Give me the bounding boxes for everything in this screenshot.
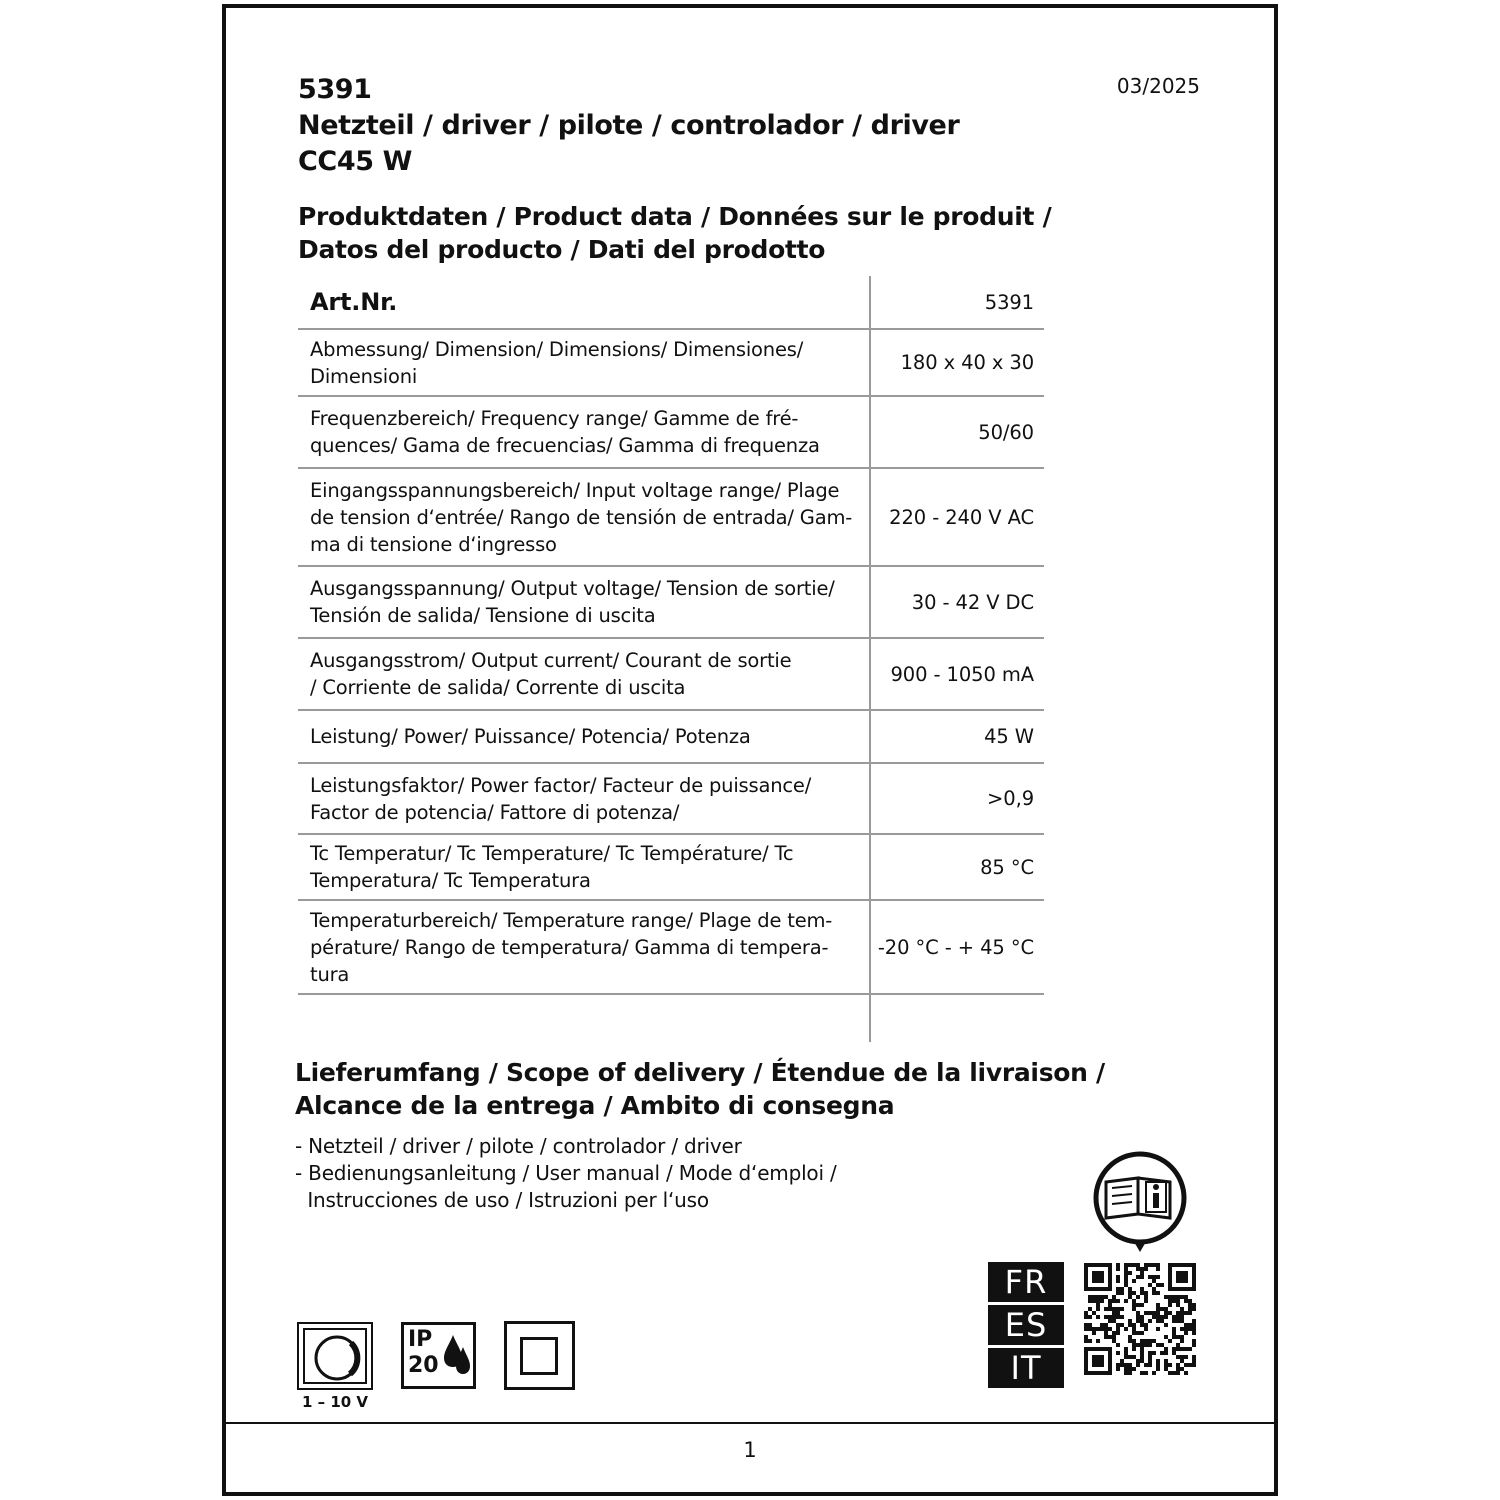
table-row xyxy=(298,639,1044,711)
row-value: >0,9 xyxy=(987,787,1034,810)
scope-title-line2: Alcance de la entrega / Ambito di consegna xyxy=(295,1091,895,1120)
language-es-badge: ES xyxy=(988,1305,1064,1345)
row-label: Eingangsspannungsbereich/ Input voltage range/ Plage de tension d‘entrée/ Rango de tensión de entrada/ Gam- ma di tensione d‘ingresso xyxy=(310,478,853,556)
language-it-badge: IT xyxy=(988,1348,1064,1388)
product-line-heading: Netzteil / driver / pilote / controlador / driver xyxy=(298,110,960,141)
article-number-heading: 5391 xyxy=(298,74,372,105)
table-header-row xyxy=(298,276,1044,330)
table-row xyxy=(298,330,1044,397)
manual-info-icon xyxy=(1086,1148,1194,1256)
table-row xyxy=(298,567,1044,639)
ip-label: IP xyxy=(408,1327,433,1352)
qr-code-icon xyxy=(1084,1263,1196,1375)
row-label: Ausgangsspannung/ Output voltage/ Tension de sortie/ Tensión de salida/ Tensione di uscita xyxy=(310,577,835,627)
table-row xyxy=(298,901,1044,995)
dimmable-1-10v-icon xyxy=(297,1322,373,1390)
row-value: 50/60 xyxy=(978,420,1034,444)
scope-item: - Bedienungsanleitung / User manual / Mode d‘emploi / xyxy=(295,1161,837,1185)
row-label: Tc Temperatur/ Tc Temperature/ Tc Température/ Tc Temperatura/ Tc Temperatura xyxy=(310,842,794,892)
water-drops-icon xyxy=(442,1331,472,1381)
ip-rating: 20 xyxy=(408,1353,439,1378)
row-value: 85 °C xyxy=(980,855,1034,879)
art-nr-label: Art.Nr. xyxy=(310,287,398,316)
product-data-title-line1: Produktdaten / Product data / Données sur le produit / xyxy=(298,202,1052,231)
row-label: Frequenzbereich/ Frequency range/ Gamme de fré- quences/ Gama de frecuencias/ Gamma di frequenza xyxy=(310,407,820,457)
page-number: 1 xyxy=(743,1438,757,1462)
table-row xyxy=(298,711,1044,764)
language-fr-badge: FR xyxy=(988,1262,1064,1302)
table-row xyxy=(298,835,1044,901)
scope-item: - Netzteil / driver / pilote / controlador / driver xyxy=(295,1134,742,1158)
row-value: -20 °C - + 45 °C xyxy=(877,935,1034,959)
product-data-title-line2: Datos del producto / Dati del prodotto xyxy=(298,235,826,264)
row-label: Leistungsfaktor/ Power factor/ Facteur de puissance/ Factor de potencia/ Fattore di potenza/ xyxy=(310,773,812,824)
table-row xyxy=(298,469,1044,567)
row-value: 180 x 40 x 30 xyxy=(900,351,1034,374)
table-row xyxy=(298,764,1044,835)
scope-title-line1: Lieferumfang / Scope of delivery / Étendue de la livraison / xyxy=(295,1058,1105,1087)
model-heading: CC45 W xyxy=(298,146,412,177)
row-value: 30 - 42 V DC xyxy=(911,590,1034,614)
scope-item: Instrucciones de uso / Istruzioni per l‘uso xyxy=(295,1188,709,1212)
protection-class-ii-icon xyxy=(504,1321,575,1390)
ip20-icon xyxy=(401,1322,476,1389)
table-row xyxy=(298,397,1044,469)
row-value: 900 - 1050 mA xyxy=(890,662,1034,686)
document-date: 03/2025 xyxy=(1116,74,1200,98)
footer-divider xyxy=(222,1422,1278,1424)
row-value: 45 W xyxy=(984,725,1034,748)
art-nr-value: 5391 xyxy=(984,290,1034,314)
row-value: 220 - 240 V AC xyxy=(889,505,1034,529)
row-label: Abmessung/ Dimension/ Dimensions/ Dimensiones/ Dimensioni xyxy=(310,337,804,388)
row-label: Leistung/ Power/ Puissance/ Potencia/ Potenza xyxy=(310,725,751,748)
row-label: Ausgangsstrom/ Output current/ Courant de sortie / Corriente de salida/ Corrente di uscita xyxy=(310,649,792,699)
row-label: Temperaturbereich/ Temperature range/ Plage de tem- pérature/ Rango de temperatura/ Gamma di tempera- tura xyxy=(310,908,833,986)
dimmable-label: 1 – 10 V xyxy=(301,1393,369,1411)
